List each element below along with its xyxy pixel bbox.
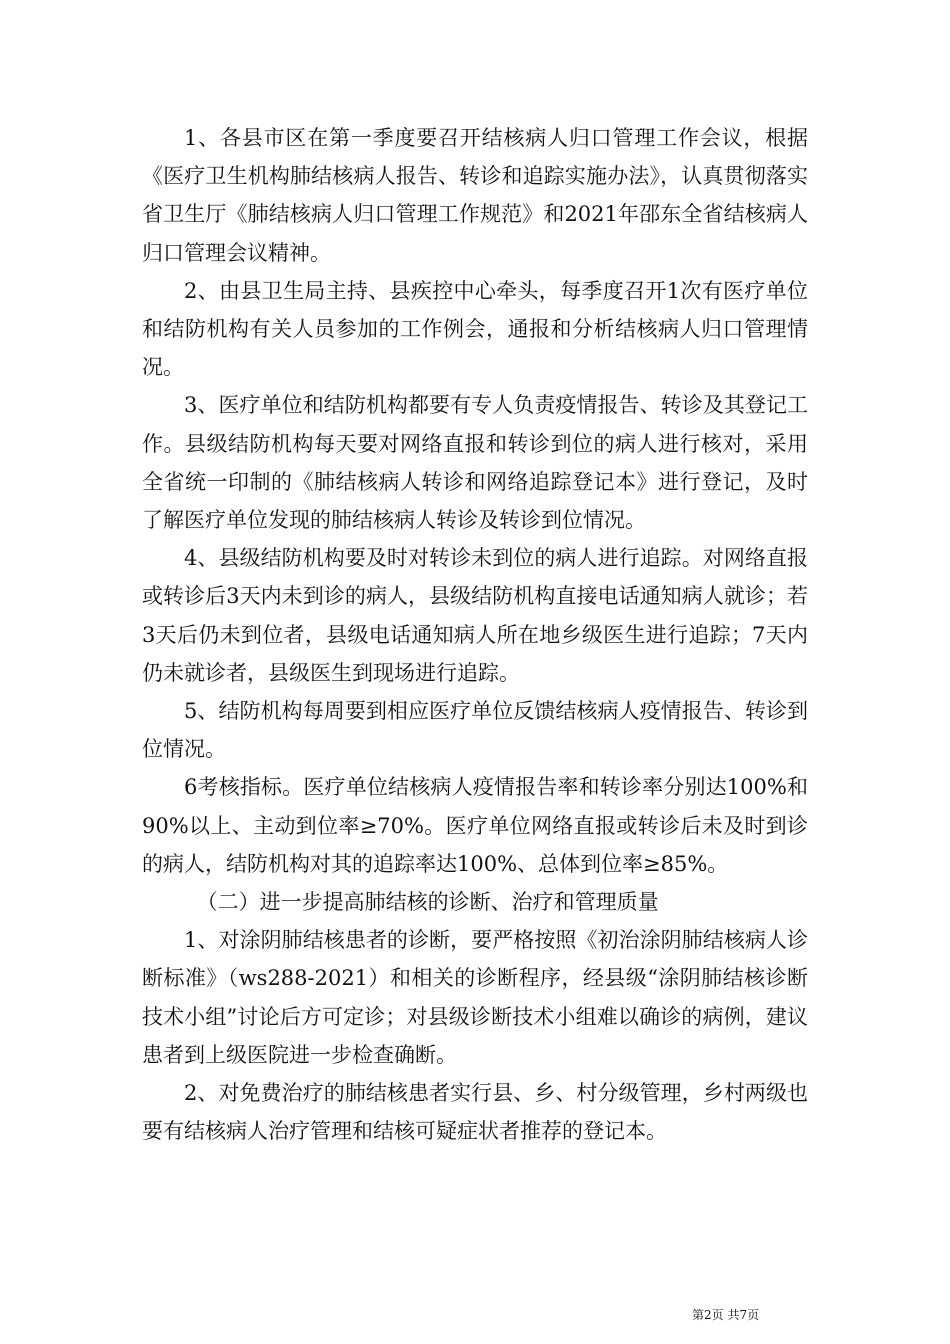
page-label-prefix: 第	[692, 1308, 705, 1322]
paragraph-item-2: 2、由县卫生局主持、县疾控中心牵头，每季度召开1次有医疗单位和结防机构有关人员参加的工作例会，通报和分析结核病人归口管理情况。	[142, 278, 808, 380]
page-label-middle: 页 共	[711, 1308, 740, 1322]
total-pages-number: 7	[739, 1308, 748, 1322]
section-heading: （二）进一步提高肺结核的诊断、治疗和管理质量	[196, 890, 659, 915]
paragraph-assessment-indicators: 6考核指标。医疗单位结核病人疫情报告率和转诊率分别达100%和90%以上、主动到位率≥70%。医疗单位网络直报或转诊后未及时到诊的病人，结防机构对其的追踪率达100%、总体到位率≥85%。	[142, 775, 808, 876]
paragraph-item-3: 3、医疗单位和结防机构都要有专人负责疫情报告、转诊及其登记工作。县级结防机构每天要对网络直报和转诊到位的病人进行核对，采用全省统一印制的《肺结核病人转诊和网络追踪登记本》进行登记，及时了解医疗单位发现的肺结核病人转诊及转诊到位情况。	[142, 393, 808, 533]
document-body	[142, 119, 808, 1150]
paragraph-management: 2、对免费治疗的肺结核患者实行县、乡、村分级管理，乡村两级也要有结核病人治疗管理和结核可疑症状者推荐的登记本。	[142, 1081, 808, 1144]
page-number-footer	[692, 1308, 759, 1322]
page-label-suffix: 页	[747, 1308, 760, 1322]
paragraph-item-4: 4、县级结防机构要及时对转诊未到位的病人进行追踪。对网络直报或转诊后3天内未到诊的病人，县级结防机构直接电话通知病人就诊；若3天后仍未到位者，县级电话通知病人所在地乡级医生进行追踪；7天内仍未就诊者，县级医生到现场进行追踪。	[142, 546, 808, 685]
paragraph-item-5: 5、结防机构每周要到相应医疗单位反馈结核病人疫情报告、转诊到位情况。	[142, 699, 808, 762]
paragraph-diagnosis: 1、对涂阴肺结核患者的诊断，要严格按照《初治涂阴肺结核病人诊断标准》（ws288-2021）和相关的诊断程序，经县级“涂阴肺结核诊断技术小组”讨论后方可定诊；对县级诊断技术小组难以确诊的病例，建议患者到上级医院进一步检查确断。	[142, 928, 808, 1067]
current-page-number: 2	[704, 1308, 712, 1322]
paragraph-item-1: 1、各县市区在第一季度要召开结核病人归口管理工作会议，根据《医疗卫生机构肺结核病人报告、转诊和追踪实施办法》，认真贯彻落实省卫生厅《肺结核病人归口管理工作规范》和2021年邵东全省结核病人归口管理会议精神。	[142, 126, 808, 265]
